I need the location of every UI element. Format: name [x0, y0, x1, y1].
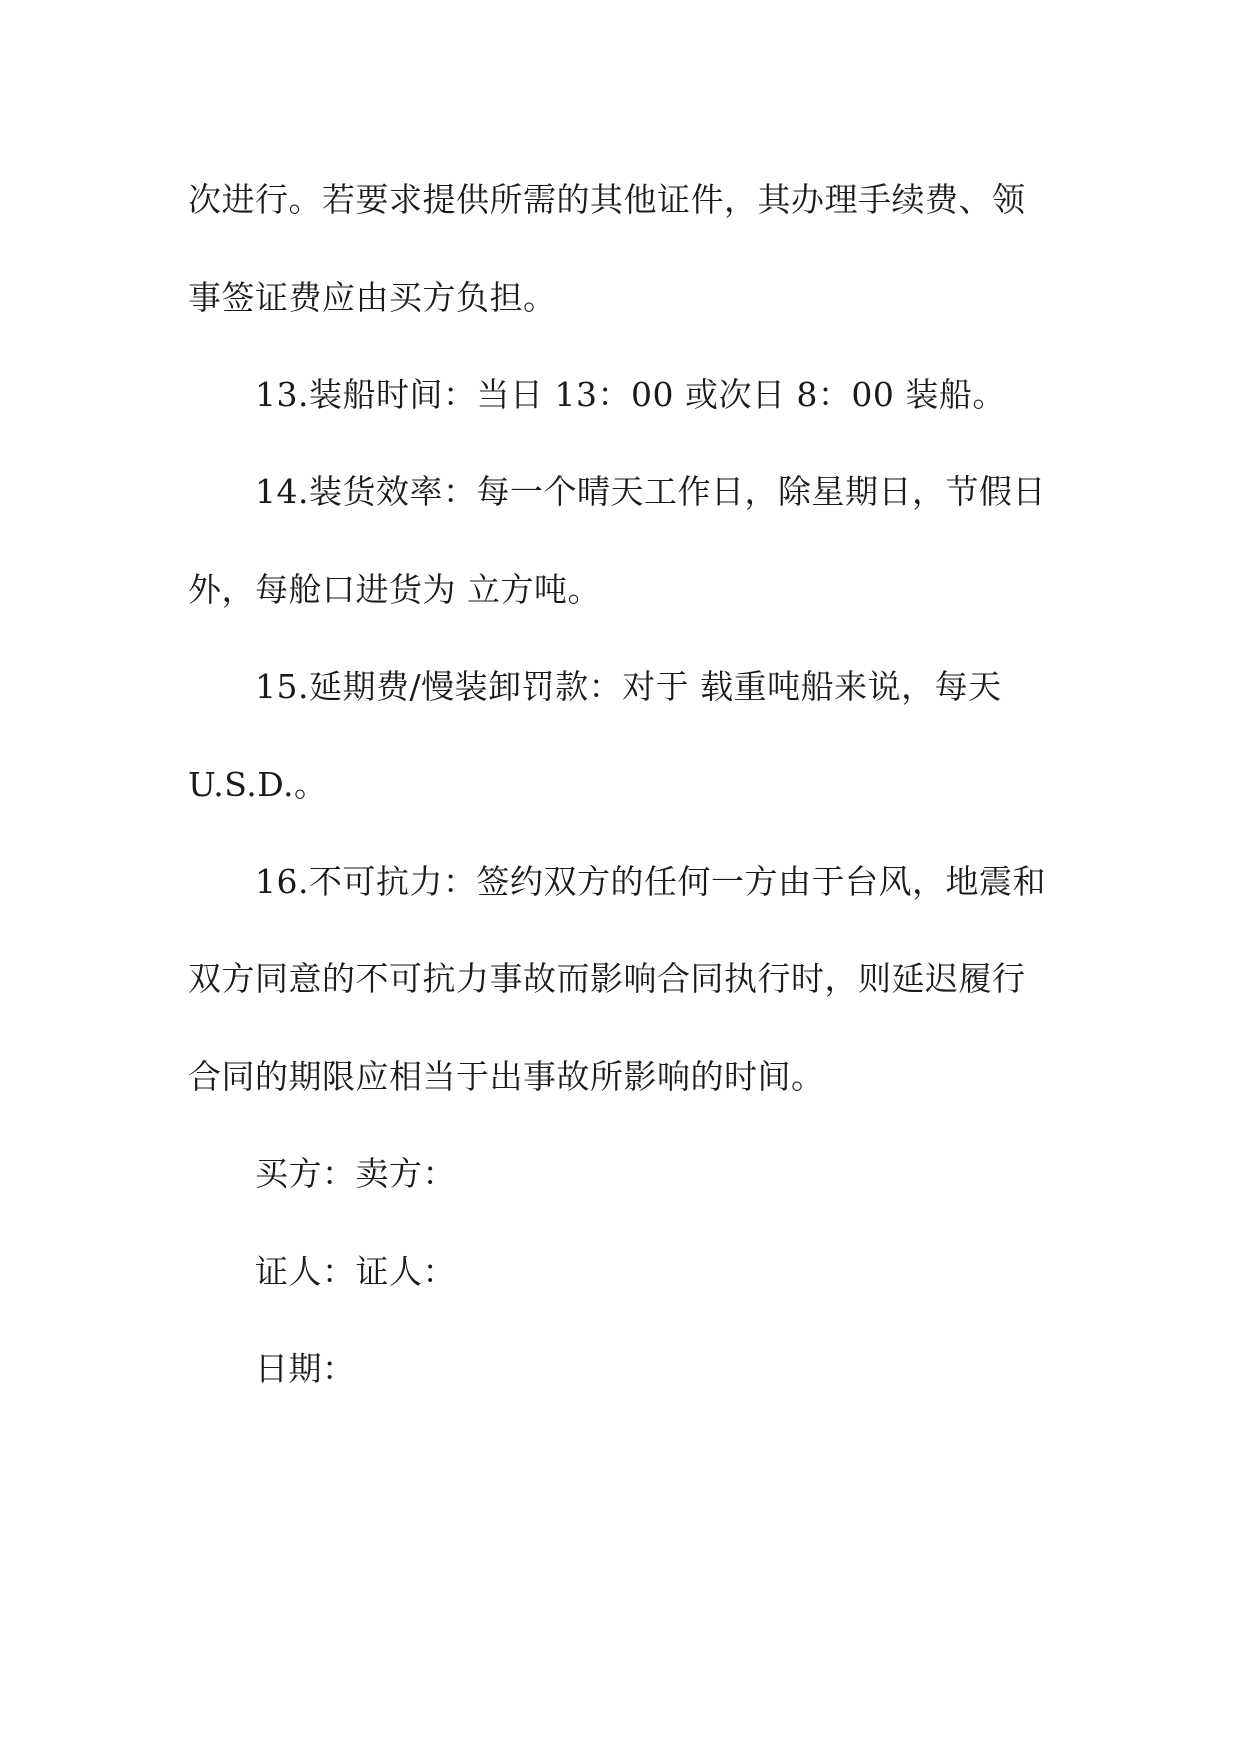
signature-date: 日期：	[255, 1349, 356, 1388]
paragraph-12-line-2: 次进行。若要求提供所需的其他证件，其办理手续费、领	[188, 180, 1026, 219]
signature-parties: 买方：卖方：	[255, 1154, 456, 1193]
clause-16-line-1: 16.不可抗力：签约双方的任何一方由于台风，地震和	[255, 862, 1046, 901]
clause-15-line-2: U.S.D.。	[188, 765, 328, 804]
clause-14-line-1: 14.装货效率：每一个晴天工作日，除星期日，节假日	[255, 472, 1046, 511]
clause-15-line-1: 15.延期费/慢装卸罚款：对于 载重吨船来说，每天	[255, 667, 1002, 706]
clause-16-line-2: 双方同意的不可抗力事故而影响合同执行时，则延迟履行	[188, 959, 1026, 998]
clause-14-line-2: 外，每舱口进货为 立方吨。	[188, 570, 601, 609]
signature-witnesses: 证人：证人：	[255, 1252, 456, 1291]
paragraph-12-line-3: 事签证费应由买方负担。	[188, 278, 557, 317]
clause-16-line-3: 合同的期限应相当于出事故所影响的时间。	[188, 1057, 825, 1096]
clause-13-loading-time: 13.装船时间：当日 13：00 或次日 8：00 装船。	[255, 375, 1006, 414]
